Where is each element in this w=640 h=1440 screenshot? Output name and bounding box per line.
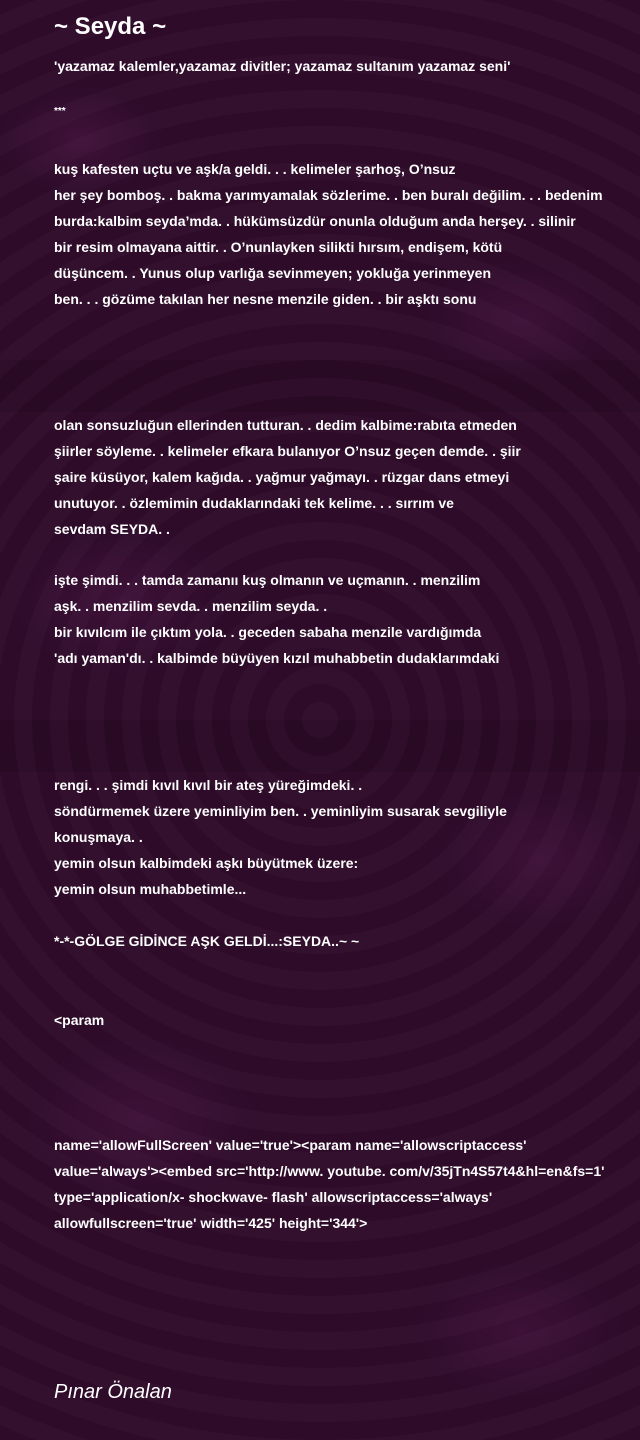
poem-title: ~ Seyda ~ <box>54 13 167 40</box>
poem-line: yemin olsun muhabbetimle... <box>54 881 247 897</box>
poem-line: düşüncem. . Yunus olup varlığa sevinmeyen; yokluğa yerinmeyen <box>54 265 492 281</box>
decorative-band <box>0 360 640 412</box>
embed-code-line: type='application/x- shockwave- flash' allowscriptaccess='always' <box>54 1189 493 1205</box>
decorative-band <box>0 720 640 772</box>
poem-line: olan sonsuzluğun ellerinden tutturan. . dedim kalbime:rabıta etmeden <box>54 417 517 433</box>
embed-code-line: value='always'><embed src='http://www. youtube. com/v/35jTn4S57t4&hl=en&fs=1' <box>54 1163 605 1179</box>
poem-line: söndürmemek üzere yeminliyim ben. . yeminliyim susarak sevgiliyle <box>54 803 507 819</box>
stanza-4 <box>54 772 507 902</box>
poem-line: ben. . . gözüme takılan her nesne menzile giden. . bir aşktı sonu <box>54 291 477 307</box>
embed-code <box>54 1132 604 1236</box>
poem-line: sevdam SEYDA. . <box>54 521 170 537</box>
poem-line: şiirler söyleme. . kelimeler efkara bulanıyor O’nsuz geçen demde. . şiir <box>54 443 521 459</box>
poem-line: kuş kafesten uçtu ve aşk/a geldi. . . kelimeler şarhoş, O’nsuz <box>54 161 456 177</box>
poem-line: şaire küsüyor, kalem kağıda. . yağmur yağmayı. . rüzgar dans etmeyi <box>54 469 510 485</box>
poem-line: unutuyor. . özlemimin dudaklarındaki tek kelime. . . sırrım ve <box>54 495 454 511</box>
poem-line: her şey bomboş. . bakma yarımyamalak sözlerime. . ben buralı değilim. . . bedenim <box>54 187 603 203</box>
section-divider: *** <box>54 106 66 117</box>
poem-line: bir resim olmayana aittir. . O’nunlayken silikti hırsım, endişem, kötü <box>54 239 503 255</box>
poem-line: bir kıvılcım ile çıktım yola. . geceden sabaha menzile vardığımda <box>54 624 482 640</box>
embed-code-line: allowfullscreen='true' width='425' height='344'> <box>54 1215 368 1231</box>
poem-signoff: *-*-GÖLGE GİDİNCE AŞK GELDİ...:SEYDA..~ ~ <box>54 933 360 949</box>
stanza-2 <box>54 412 521 542</box>
poem-line: burda:kalbim seyda’mda. . hükümsüzdür onunla olduğum anda herşey. . silinir <box>54 213 576 229</box>
embed-code-fragment: <param <box>54 1012 105 1028</box>
stanza-3 <box>54 567 499 671</box>
poem-line: konuşmaya. . <box>54 829 143 845</box>
embed-code-line: name='allowFullScreen' value='true'><param name='allowscriptaccess' <box>54 1137 527 1153</box>
poem-line: aşk. . menzilim sevda. . menzilim seyda. . <box>54 598 328 614</box>
stanza-1 <box>54 156 603 312</box>
poem-line: yemin olsun kalbimdeki aşkı büyütmek üzere: <box>54 855 359 871</box>
poem-line: rengi. . . şimdi kıvıl kıvıl bir ateş yüreğimdeki. . <box>54 777 363 793</box>
poem-epigraph: 'yazamaz kalemler,yazamaz divitler; yazamaz sultanım yazamaz seni' <box>54 58 511 74</box>
poem-line: 'adı yaman'dı. . kalbimde büyüyen kızıl muhabbetin dudaklarımdaki <box>54 650 500 666</box>
poem-line: işte şimdi. . . tamda zamanıı kuş olmanın ve uçmanın. . menzilim <box>54 572 481 588</box>
poem-author: Pınar Önalan <box>54 1381 172 1403</box>
